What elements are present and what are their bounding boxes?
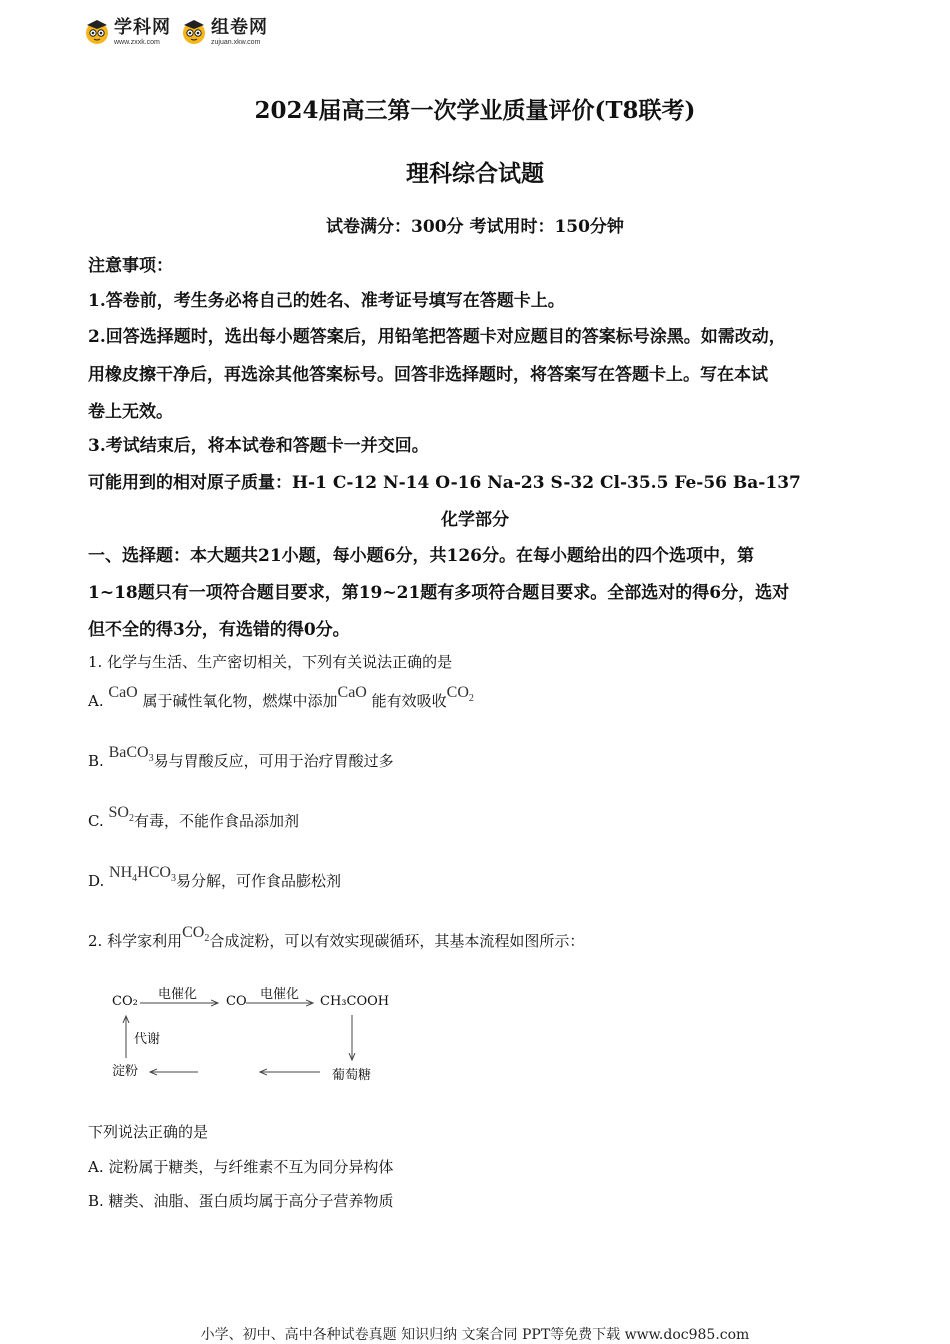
owl-mascot-icon xyxy=(181,19,207,45)
q1-a-chem-2: CaO xyxy=(337,684,367,701)
logo2-name: 组卷网 xyxy=(211,16,268,38)
q1-b-label: B. xyxy=(88,752,104,770)
node-ch3cooh: CH₃COOH xyxy=(320,994,390,1009)
q1-option-b xyxy=(88,744,394,773)
arrow-2-label: 电催化 xyxy=(260,987,300,1002)
atomic-masses: 可能用到的相对原子质量：H-1 C-12 N-14 O-16 Na-23 S-32 Cl-35.5 Fe-56 Ba-137 xyxy=(88,473,801,493)
footer-text: 小学、初中、高中各种试卷真题 知识归纳 文案合同 PPT等免费下载 www.doc985.com xyxy=(200,1327,750,1343)
q1-a-chem-3: $CO_2$ xyxy=(446,684,474,705)
q2-stem: 2. 科学家利用$CO_2$合成淀粉，可以有效实现碳循环，其基本流程如图所示： xyxy=(88,924,585,950)
note-item-3: 3.考试结束后，将本试卷和答题卡一并交回。 xyxy=(88,436,429,456)
note-item-2-line-3: 卷上无效。 xyxy=(88,402,173,422)
q2-option-b: B. 糖类、油脂、蛋白质均属于高分子营养物质 xyxy=(88,1192,394,1210)
node-glucose: 葡萄糖 xyxy=(332,1068,372,1083)
q1-a-text-1: 属于碱性氧化物，燃煤中添加 xyxy=(142,692,338,710)
exam-info: 试卷满分：300分 考试用时：150分钟 xyxy=(326,217,624,237)
q1-option-d xyxy=(88,864,341,893)
metabolism-label: 代谢 xyxy=(134,1032,161,1047)
header-logos xyxy=(84,14,268,50)
q2-prompt: 下列说法正确的是 xyxy=(88,1123,209,1141)
arrow-1-label: 电催化 xyxy=(158,987,198,1002)
q1-a-chem-1: CaO xyxy=(108,684,138,701)
logo-xuekewang[interactable] xyxy=(84,16,171,46)
logo2-url: zujuan.xkw.com xyxy=(211,38,261,46)
q1-a-text-2: 能有效吸收 xyxy=(371,692,447,710)
q1-d-text: 易分解，可作食品膨松剂 xyxy=(175,872,341,890)
q1-c-chem: $SO_2$ xyxy=(108,804,134,825)
instructions-line-3: 但不全的得3分，有选错的得0分。 xyxy=(88,620,350,640)
q1-option-a xyxy=(88,684,474,713)
carbon-cycle-diagram xyxy=(108,980,398,1090)
q2-stem-chem: $CO_2$ xyxy=(182,924,210,945)
q1-b-chem: BaCO$_3$ xyxy=(108,744,154,765)
instructions-line-2: 1~18题只有一项符合题目要求，第19~21题有多项符合题目要求。全部选对的得6分，选对 xyxy=(88,583,790,603)
q1-d-chem: $NH_4HCO_3$ xyxy=(109,864,176,885)
q2-option-a: A. 淀粉属于糖类，与纤维素不互为同分异构体 xyxy=(88,1158,394,1176)
owl-mascot-icon xyxy=(84,19,110,45)
logo-zujuanwang[interactable] xyxy=(181,16,268,46)
q1-stem: 1. 化学与生活、生产密切相关，下列有关说法正确的是 xyxy=(88,653,453,671)
section-title: 化学部分 xyxy=(441,510,509,530)
notes-heading: 注意事项： xyxy=(88,256,173,276)
logo1-name: 学科网 xyxy=(114,16,171,38)
node-starch: 淀粉 xyxy=(112,1064,139,1079)
node-co2: CO₂ xyxy=(112,994,138,1009)
note-item-2-line-1: 2.回答选择题时，选出每小题答案后，用铅笔把答题卡对应题目的答案标号涂黑。如需改动， xyxy=(88,327,786,347)
exam-title: 2024届高三第一次学业质量评价(T8联考) xyxy=(254,97,696,124)
q1-b-text: 易与胃酸反应，可用于治疗胃酸过多 xyxy=(153,752,394,770)
note-item-2-line-2: 用橡皮擦干净后，再选涂其他答案标号。回答非选择题时，将答案写在答题卡上。写在本试 xyxy=(88,365,768,385)
exam-subtitle: 理科综合试题 xyxy=(406,160,544,187)
logo1-url: www.zxxk.com xyxy=(114,38,160,46)
q1-c-label: C. xyxy=(88,812,104,830)
node-co: CO xyxy=(226,994,247,1009)
note-item-1: 1.答卷前，考生务必将自己的姓名、准考证号填写在答题卡上。 xyxy=(88,291,565,311)
q1-a-label: A. xyxy=(88,692,104,710)
q1-c-text: 有毒，不能作食品添加剂 xyxy=(133,812,299,830)
q1-d-label: D. xyxy=(88,872,105,890)
instructions-line-1: 一、选择题：本大题共21小题，每小题6分，共126分。在每小题给出的四个选项中，第 xyxy=(88,546,754,566)
q1-option-c xyxy=(88,804,299,833)
